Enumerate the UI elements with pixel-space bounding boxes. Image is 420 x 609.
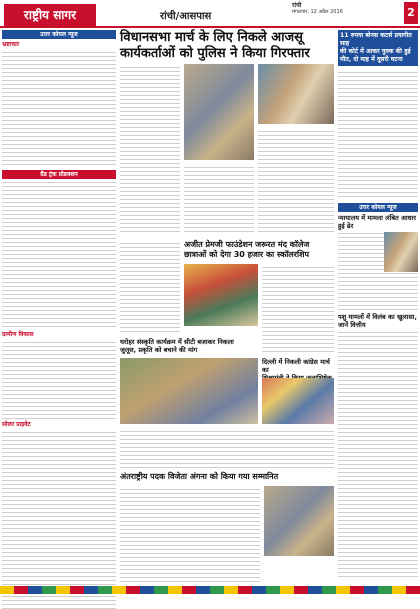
lower-text (120, 428, 334, 468)
story4-photo (120, 358, 258, 424)
story2-headline-b: छात्राओं को देगा 30 हजार का स्कॉलरशिप (184, 250, 310, 259)
page-number: 2 (404, 2, 418, 24)
right-photo (384, 232, 418, 272)
left-column (2, 30, 116, 609)
main-photo (184, 64, 254, 160)
right-title-3: पशु मामलों में विलंब का खुलासा, जानें वित्तीय (338, 313, 417, 329)
story2-text (262, 264, 334, 354)
mid-text-col (120, 240, 180, 334)
right-section-head: उत्तर कोयल न्यूज (338, 203, 418, 212)
story3-photo (262, 378, 334, 424)
left-column-head: उत्तर कोयल न्यूज (2, 30, 116, 39)
right-head-1: 11 रुपया बोनस कटर्स प्रयागीत साह (340, 32, 412, 47)
right-headline (338, 30, 418, 66)
header-rule (0, 26, 420, 28)
left-text-4 (2, 429, 116, 609)
main-headline-a: विधानसभा मार्च के लिए निकले आजसू (120, 30, 303, 45)
right-title-2: न्यायालय में मामला लंबित आधार हुई ढेर (338, 214, 416, 230)
main-headline-b: कार्यकर्ताओं को पुलिस ने किया गिरफ्तार (120, 46, 310, 61)
story2 (184, 240, 334, 260)
left-sub-4: सोलर प्राइवेट (2, 421, 31, 428)
left-sub-2: ग्रैंड ट्रंक प्रोडक्शन (2, 170, 116, 179)
main-text-left (120, 64, 180, 234)
story5-photo (264, 486, 334, 556)
story3-headline: दिल्ली में निकली कांग्रेस मार्च का (262, 358, 330, 374)
right-head-3: मौत, दो माह में दूसरी घटना (340, 56, 403, 63)
story4-headline: धरोहर संस्कृति कार्यक्रम में सीटी बजाकर निकला (120, 338, 234, 346)
story4 (120, 338, 258, 354)
footer-color-strip (0, 586, 420, 594)
right-text-3 (338, 329, 418, 579)
region-title: रांची/आसपास (160, 11, 212, 22)
story5-text (120, 486, 260, 584)
brand-logo: राष्ट्रीय सागर (4, 4, 96, 26)
left-text-1 (2, 49, 116, 167)
story4-headline-b: जुलूस, प्रकृति को बचाने की मांग (120, 346, 198, 354)
right-text-1 (338, 69, 418, 199)
date-text: मंगलवार, 12 अप्रैल 2016 (292, 9, 343, 15)
story2-photo (184, 264, 258, 326)
main-story (120, 30, 334, 62)
date-block (292, 2, 402, 16)
main-text-right (258, 128, 334, 234)
story5 (120, 472, 334, 482)
left-text-2 (2, 179, 116, 329)
city-name: रांची (292, 2, 302, 9)
story5-headline: अंतराष्ट्रीय पदक विजेता अंगना को किया गया सम्मानित (120, 472, 279, 481)
story2-headline-a: अजीत प्रेमजी फाउंडेशन जरूरत मंद कॉलेज (184, 240, 310, 249)
left-sub-3: ग्रामीण विकास (2, 331, 34, 338)
right-head-2: की कोर्ट में आकर युवक की हुई (340, 48, 411, 55)
right-column (338, 30, 418, 579)
left-text-3 (2, 339, 116, 419)
main-photo-2 (258, 64, 334, 124)
main-text-mid (184, 164, 254, 234)
left-sub-1: भ्रष्टाचार (2, 41, 20, 48)
